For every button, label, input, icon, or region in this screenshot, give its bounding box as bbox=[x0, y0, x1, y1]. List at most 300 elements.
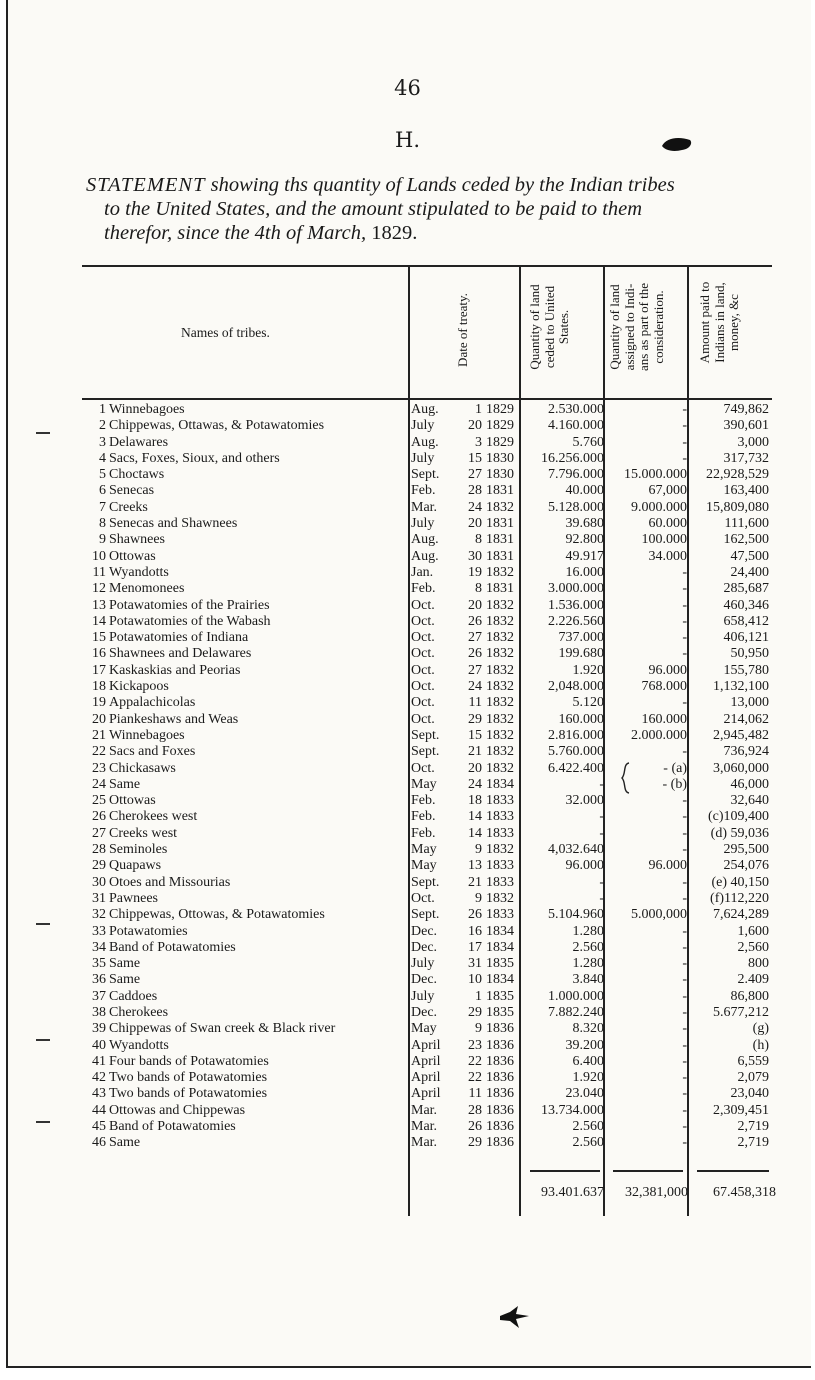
cell-assigned: 2.000.000 bbox=[631, 727, 687, 743]
cell-num: 5 bbox=[99, 467, 106, 483]
cell-assigned: 5.000,000 bbox=[631, 907, 687, 923]
cell-num: 41 bbox=[92, 1053, 106, 1069]
cell-year: 1832 bbox=[486, 646, 514, 662]
cell-amount: 460,346 bbox=[723, 597, 769, 613]
cell-num: 23 bbox=[92, 760, 106, 776]
table-row bbox=[0, 989, 815, 1005]
cell-ceded: 1.280 bbox=[572, 923, 604, 939]
header-assigned-line-2: assigned to Indi- bbox=[621, 283, 637, 371]
cell-day: 24 bbox=[468, 776, 482, 792]
cell-day: 9 bbox=[475, 1021, 482, 1037]
cell-assigned: - bbox=[682, 1135, 687, 1151]
cell-year: 1836 bbox=[486, 1053, 514, 1069]
cell-name: Winnebagoes bbox=[109, 402, 185, 417]
cell-assigned: - bbox=[682, 1037, 687, 1053]
cell-day: 9 bbox=[475, 842, 482, 858]
cell-month: Aug. bbox=[411, 402, 439, 417]
table-row bbox=[0, 826, 815, 842]
cell-name: Delawares bbox=[109, 434, 169, 450]
cell-name: Caddoes bbox=[109, 988, 158, 1004]
cell-assigned: 768.000 bbox=[641, 679, 687, 695]
cell-year: 1833 bbox=[486, 793, 514, 809]
cell-name: Potawatomies of the Wabash bbox=[109, 613, 271, 629]
cell-amount: (h) bbox=[752, 1037, 769, 1053]
cell-ceded: 3.000.000 bbox=[548, 581, 604, 597]
cell-name: Senecas and Shawnees bbox=[109, 516, 238, 532]
table-row bbox=[0, 858, 815, 874]
cell-num: 16 bbox=[92, 646, 106, 662]
cell-num: 20 bbox=[92, 711, 106, 727]
cell-name: Shawnees bbox=[109, 532, 165, 548]
cell-assigned: - bbox=[682, 1021, 687, 1037]
cell-num: 9 bbox=[99, 532, 106, 548]
cell-year: 1833 bbox=[486, 907, 514, 923]
cell-month: Sept. bbox=[411, 874, 440, 890]
cell-year: 1829 bbox=[486, 402, 514, 417]
cell-assigned: - bbox=[682, 402, 687, 417]
cell-month: July bbox=[411, 516, 435, 532]
cell-amount: 736,924 bbox=[723, 744, 769, 760]
cell-num: 42 bbox=[92, 1070, 106, 1086]
cell-ceded: 5.120 bbox=[572, 695, 604, 711]
cell-year: 1831 bbox=[486, 548, 514, 564]
cell-amount: 46,000 bbox=[730, 776, 769, 792]
cell-amount: 47,500 bbox=[730, 548, 769, 564]
cell-num: 30 bbox=[92, 874, 106, 890]
cell-ceded: 39.200 bbox=[565, 1037, 604, 1053]
cell-amount: 295,500 bbox=[723, 842, 769, 858]
cell-assigned: - bbox=[682, 1102, 687, 1118]
cell-amount: 390,601 bbox=[723, 418, 769, 434]
cell-year: 1830 bbox=[486, 450, 514, 466]
cell-day: 31 bbox=[468, 956, 482, 972]
cell-year: 1830 bbox=[486, 467, 514, 483]
cell-day: 19 bbox=[468, 564, 482, 580]
cell-assigned: 9.000.000 bbox=[631, 499, 687, 515]
cell-ceded: 737.000 bbox=[558, 630, 604, 646]
cell-day: 14 bbox=[468, 809, 482, 825]
table-row bbox=[0, 679, 815, 695]
cell-assigned: - bbox=[682, 434, 687, 450]
header-assigned-line-3: ans as part of the bbox=[636, 282, 651, 372]
cell-ceded: 2.560 bbox=[572, 939, 604, 955]
table-row bbox=[0, 1070, 815, 1086]
table-row bbox=[0, 500, 815, 516]
header-assigned-line-1: Quantity of land bbox=[607, 284, 622, 370]
header-quantity-ceded bbox=[528, 262, 572, 392]
cell-amount: 5.677,212 bbox=[713, 1004, 769, 1020]
cell-month: Aug. bbox=[411, 548, 439, 564]
cell-name: Same bbox=[109, 776, 141, 792]
cell-name: Wyandotts bbox=[109, 564, 169, 580]
cell-year: 1832 bbox=[486, 744, 514, 760]
cell-day: 21 bbox=[468, 744, 482, 760]
cell-amount: 406,121 bbox=[723, 630, 769, 646]
cell-name: Band of Potawatomies bbox=[109, 1119, 236, 1135]
table-row bbox=[0, 630, 815, 646]
cell-assigned: - bbox=[682, 1004, 687, 1020]
cell-ceded: 4.160.000 bbox=[548, 418, 604, 434]
cell-month: Sept. bbox=[411, 744, 440, 760]
cell-day: 29 bbox=[468, 1135, 482, 1151]
title-line-3 bbox=[86, 221, 776, 245]
cell-year: 1832 bbox=[486, 564, 514, 580]
cell-day: 11 bbox=[468, 695, 482, 711]
table-row bbox=[0, 809, 815, 825]
cell-assigned: - bbox=[682, 1086, 687, 1102]
cell-num: 46 bbox=[92, 1135, 106, 1151]
cell-ceded: 1.920 bbox=[572, 662, 604, 678]
margin-mark bbox=[36, 923, 50, 925]
cell-amount: 285,687 bbox=[723, 581, 769, 597]
cell-name: Sacs, Foxes, Sioux, and others bbox=[109, 450, 280, 466]
cell-month: Feb. bbox=[411, 793, 436, 809]
cell-year: 1829 bbox=[486, 418, 514, 434]
cell-name: Chippewas, Ottowas, & Potawatomies bbox=[109, 907, 325, 923]
cell-ceded: - bbox=[599, 825, 604, 841]
tribes-table-body bbox=[0, 402, 815, 1152]
cell-num: 40 bbox=[92, 1037, 106, 1053]
cell-month: Sept. bbox=[411, 467, 440, 483]
cell-amount: 13,000 bbox=[730, 695, 769, 711]
cell-ceded: - bbox=[599, 809, 604, 825]
cell-num: 27 bbox=[92, 825, 106, 841]
cell-amount: 2,560 bbox=[737, 939, 769, 955]
cell-assigned: 96.000 bbox=[648, 662, 687, 678]
cell-ceded: 49.917 bbox=[565, 548, 604, 564]
table-row bbox=[0, 418, 815, 434]
cell-year: 1833 bbox=[486, 858, 514, 874]
cell-month: July bbox=[411, 988, 435, 1004]
cell-amount: 2,719 bbox=[737, 1135, 769, 1151]
table-row bbox=[0, 451, 815, 467]
cell-name: Menomonees bbox=[109, 581, 185, 597]
cell-assigned: 60.000 bbox=[648, 516, 687, 532]
cell-day: 26 bbox=[468, 613, 482, 629]
header-amount-line-1: Amount paid to bbox=[697, 281, 712, 364]
cell-month: July bbox=[411, 450, 435, 466]
cell-assigned: - (b) bbox=[662, 776, 687, 792]
cell-ceded: 92.800 bbox=[565, 532, 604, 548]
cell-year: 1836 bbox=[486, 1102, 514, 1118]
cell-day: 20 bbox=[468, 760, 482, 776]
cell-month: May bbox=[411, 776, 437, 792]
cell-day: 23 bbox=[468, 1037, 482, 1053]
page-number: 46 bbox=[394, 76, 421, 100]
cell-num: 3 bbox=[99, 434, 106, 450]
cell-assigned: - bbox=[682, 890, 687, 906]
header-rule bbox=[82, 398, 772, 400]
printer-ornament-icon bbox=[496, 1304, 532, 1330]
cell-month: Oct. bbox=[411, 646, 435, 662]
cell-day: 11 bbox=[468, 1086, 482, 1102]
title-year: 1829. bbox=[371, 222, 418, 244]
cell-assigned: - bbox=[682, 809, 687, 825]
total-amount: 67.458,318 bbox=[713, 1185, 776, 1200]
cell-name: Quapaws bbox=[109, 858, 162, 874]
cell-day: 20 bbox=[468, 516, 482, 532]
cell-month: Dec. bbox=[411, 1004, 438, 1020]
table-row bbox=[0, 483, 815, 499]
table-top-rule bbox=[82, 265, 772, 267]
table-row bbox=[0, 891, 815, 907]
cell-ceded: - bbox=[599, 874, 604, 890]
cell-name: Potawatomies of the Prairies bbox=[109, 597, 270, 613]
cell-ceded: 160.000 bbox=[558, 711, 604, 727]
cell-day: 3 bbox=[475, 434, 482, 450]
total-assigned: 32,381,000 bbox=[625, 1185, 688, 1200]
cell-month: Oct. bbox=[411, 711, 435, 727]
cell-assigned: - bbox=[682, 793, 687, 809]
cell-name: Choctaws bbox=[109, 467, 165, 483]
cell-ceded: 16.000 bbox=[565, 564, 604, 580]
cell-ceded: 3.840 bbox=[572, 972, 604, 988]
cell-num: 8 bbox=[99, 516, 106, 532]
cell-ceded: - bbox=[599, 890, 604, 906]
margin-mark bbox=[36, 1121, 50, 1123]
cell-assigned: - bbox=[682, 695, 687, 711]
cell-ceded: 1.280 bbox=[572, 956, 604, 972]
cell-name: Kickapoos bbox=[109, 679, 169, 695]
header-amount-line-3: money, &c bbox=[726, 294, 741, 351]
cell-ceded: 96.000 bbox=[565, 858, 604, 874]
cell-assigned: - bbox=[682, 988, 687, 1004]
cell-ceded: 32.000 bbox=[565, 793, 604, 809]
cell-assigned: - bbox=[682, 825, 687, 841]
cell-year: 1832 bbox=[486, 499, 514, 515]
cell-name: Senecas bbox=[109, 483, 155, 499]
cell-year: 1832 bbox=[486, 679, 514, 695]
cell-name: Kaskaskias and Peorias bbox=[109, 662, 241, 678]
cell-year: 1832 bbox=[486, 842, 514, 858]
cell-num: 6 bbox=[99, 483, 106, 499]
cell-month: April bbox=[411, 1070, 441, 1086]
cell-day: 22 bbox=[468, 1053, 482, 1069]
cell-ceded: 16.256.000 bbox=[541, 450, 604, 466]
cell-assigned: - bbox=[682, 972, 687, 988]
cell-num: 34 bbox=[92, 939, 106, 955]
cell-day: 18 bbox=[468, 793, 482, 809]
cell-year: 1836 bbox=[486, 1086, 514, 1102]
cell-year: 1835 bbox=[486, 988, 514, 1004]
cell-name: Band of Potawatomies bbox=[109, 939, 236, 955]
cell-month: Dec. bbox=[411, 972, 438, 988]
cell-num: 33 bbox=[92, 923, 106, 939]
cell-day: 30 bbox=[468, 548, 482, 564]
cell-assigned: 100.000 bbox=[641, 532, 687, 548]
cell-day: 24 bbox=[468, 679, 482, 695]
cell-name: Four bands of Potawatomies bbox=[109, 1053, 269, 1069]
cell-day: 26 bbox=[468, 907, 482, 923]
cell-year: 1829 bbox=[486, 434, 514, 450]
cell-assigned: - bbox=[682, 1119, 687, 1135]
cell-month: Oct. bbox=[411, 760, 435, 776]
table-row bbox=[0, 402, 815, 418]
cell-day: 29 bbox=[468, 711, 482, 727]
cell-month: Oct. bbox=[411, 613, 435, 629]
cell-day: 16 bbox=[468, 923, 482, 939]
cell-num: 31 bbox=[92, 890, 106, 906]
table-row bbox=[0, 744, 815, 760]
cell-day: 13 bbox=[468, 858, 482, 874]
cell-ceded: 13.734.000 bbox=[541, 1102, 604, 1118]
cell-amount: 2,719 bbox=[737, 1119, 769, 1135]
cell-amount: 254,076 bbox=[723, 858, 769, 874]
cell-day: 20 bbox=[468, 418, 482, 434]
table-row bbox=[0, 761, 815, 777]
table-row bbox=[0, 924, 815, 940]
cell-ceded: 4,032.640 bbox=[548, 842, 604, 858]
cell-assigned: - bbox=[682, 613, 687, 629]
ink-blot-icon bbox=[660, 134, 694, 154]
cell-num: 2 bbox=[99, 418, 106, 434]
cell-ceded: 5.128.000 bbox=[548, 499, 604, 515]
table-row bbox=[0, 777, 815, 793]
cell-day: 1 bbox=[475, 988, 482, 1004]
cell-day: 29 bbox=[468, 1004, 482, 1020]
cell-amount: 162,500 bbox=[723, 532, 769, 548]
cell-year: 1836 bbox=[486, 1119, 514, 1135]
cell-month: Mar. bbox=[411, 1135, 438, 1151]
cell-assigned: - bbox=[682, 939, 687, 955]
cell-year: 1833 bbox=[486, 874, 514, 890]
cell-assigned: 15.000.000 bbox=[624, 467, 687, 483]
cell-name: Creeks bbox=[109, 499, 148, 515]
cell-num: 39 bbox=[92, 1021, 106, 1037]
cell-year: 1832 bbox=[486, 613, 514, 629]
title-lead: STATEMENT bbox=[86, 174, 206, 196]
cell-num: 13 bbox=[92, 597, 106, 613]
total-ceded: 93.401.637 bbox=[541, 1185, 604, 1200]
cell-amount: 658,412 bbox=[723, 613, 769, 629]
cell-ceded: 199.680 bbox=[558, 646, 604, 662]
cell-assigned: - bbox=[682, 450, 687, 466]
table-row bbox=[0, 712, 815, 728]
table-row bbox=[0, 549, 815, 565]
cell-day: 17 bbox=[468, 939, 482, 955]
cell-name: Two bands of Potawatomies bbox=[109, 1070, 268, 1086]
cell-month: Oct. bbox=[411, 679, 435, 695]
cell-year: 1834 bbox=[486, 939, 514, 955]
cell-day: 28 bbox=[468, 1102, 482, 1118]
statement-title bbox=[86, 173, 776, 245]
cell-month: Sept. bbox=[411, 727, 440, 743]
cell-assigned: - bbox=[682, 923, 687, 939]
cell-year: 1833 bbox=[486, 825, 514, 841]
cell-assigned: - bbox=[682, 842, 687, 858]
cell-ceded: 2.560 bbox=[572, 1135, 604, 1151]
cell-name: Same bbox=[109, 972, 141, 988]
cell-num: 7 bbox=[99, 499, 106, 515]
cell-ceded: 8.320 bbox=[572, 1021, 604, 1037]
cell-name: Creeks west bbox=[109, 825, 178, 841]
cell-amount: 317,732 bbox=[723, 450, 769, 466]
cell-year: 1835 bbox=[486, 1004, 514, 1020]
cell-name: Ottowas and Chippewas bbox=[109, 1102, 246, 1118]
cell-assigned: 96.000 bbox=[648, 858, 687, 874]
cell-assigned: - bbox=[682, 1053, 687, 1069]
cell-year: 1834 bbox=[486, 923, 514, 939]
cell-amount: 1,600 bbox=[737, 923, 769, 939]
cell-month: Mar. bbox=[411, 1119, 438, 1135]
table-row bbox=[0, 972, 815, 988]
table-row bbox=[0, 1005, 815, 1021]
cell-amount: 15,809,080 bbox=[706, 499, 769, 515]
cell-day: 1 bbox=[475, 402, 482, 417]
cell-num: 22 bbox=[92, 744, 106, 760]
header-amount-paid bbox=[698, 260, 742, 385]
cell-day: 21 bbox=[468, 874, 482, 890]
cell-month: Dec. bbox=[411, 923, 438, 939]
cell-month: May bbox=[411, 842, 437, 858]
cell-month: Oct. bbox=[411, 597, 435, 613]
table-row bbox=[0, 598, 815, 614]
cell-num: 10 bbox=[92, 548, 106, 564]
cell-assigned: - bbox=[682, 581, 687, 597]
cell-amount: 22,928,529 bbox=[706, 467, 769, 483]
cell-name: Ottowas bbox=[109, 793, 156, 809]
header-names-of-tribes: Names of tribes. bbox=[181, 325, 270, 340]
table-row bbox=[0, 581, 815, 597]
cell-month: Mar. bbox=[411, 499, 438, 515]
cell-day: 24 bbox=[468, 499, 482, 515]
table-row bbox=[0, 614, 815, 630]
cell-num: 12 bbox=[92, 581, 106, 597]
cell-day: 27 bbox=[468, 662, 482, 678]
table-row bbox=[0, 1021, 815, 1037]
cell-num: 21 bbox=[92, 727, 106, 743]
cell-ceded: 39.680 bbox=[565, 516, 604, 532]
cell-month: May bbox=[411, 858, 437, 874]
cell-ceded: 2,048.000 bbox=[548, 679, 604, 695]
cell-year: 1832 bbox=[486, 890, 514, 906]
cell-assigned: - bbox=[682, 874, 687, 890]
table-row bbox=[0, 1086, 815, 1102]
cell-assigned: - bbox=[682, 564, 687, 580]
cell-name: Chippewas, Ottawas, & Potawatomies bbox=[109, 418, 325, 434]
cell-assigned: - bbox=[682, 1070, 687, 1086]
cell-assigned: - bbox=[682, 956, 687, 972]
table-row bbox=[0, 565, 815, 581]
table-row bbox=[0, 793, 815, 809]
cell-day: 10 bbox=[468, 972, 482, 988]
cell-month: Mar. bbox=[411, 1102, 438, 1118]
cell-num: 43 bbox=[92, 1086, 106, 1102]
cell-num: 26 bbox=[92, 809, 106, 825]
cell-month: Feb. bbox=[411, 809, 436, 825]
title-line-2: to the United States, and the amount stipulated to be paid to them bbox=[104, 198, 643, 220]
cell-amount: 32,640 bbox=[730, 793, 769, 809]
cell-ceded: - bbox=[599, 776, 604, 792]
cell-name: Piankeshaws and Weas bbox=[109, 711, 239, 727]
table-row bbox=[0, 516, 815, 532]
cell-month: July bbox=[411, 418, 435, 434]
cell-year: 1834 bbox=[486, 972, 514, 988]
cell-amount: 163,400 bbox=[723, 483, 769, 499]
cell-month: Aug. bbox=[411, 532, 439, 548]
header-amount-line-2: Indians in land, bbox=[711, 282, 727, 363]
cell-month: Feb. bbox=[411, 483, 436, 499]
cell-num: 36 bbox=[92, 972, 106, 988]
cell-ceded: 7.882.240 bbox=[548, 1004, 604, 1020]
cell-year: 1832 bbox=[486, 760, 514, 776]
cell-ceded: 1.536.000 bbox=[548, 597, 604, 613]
cell-amount: 2,079 bbox=[737, 1070, 769, 1086]
cell-num: 29 bbox=[92, 858, 106, 874]
cell-amount: (e) 40,150 bbox=[711, 874, 769, 890]
cell-name: Cherokees west bbox=[109, 809, 198, 825]
cell-year: 1832 bbox=[486, 597, 514, 613]
